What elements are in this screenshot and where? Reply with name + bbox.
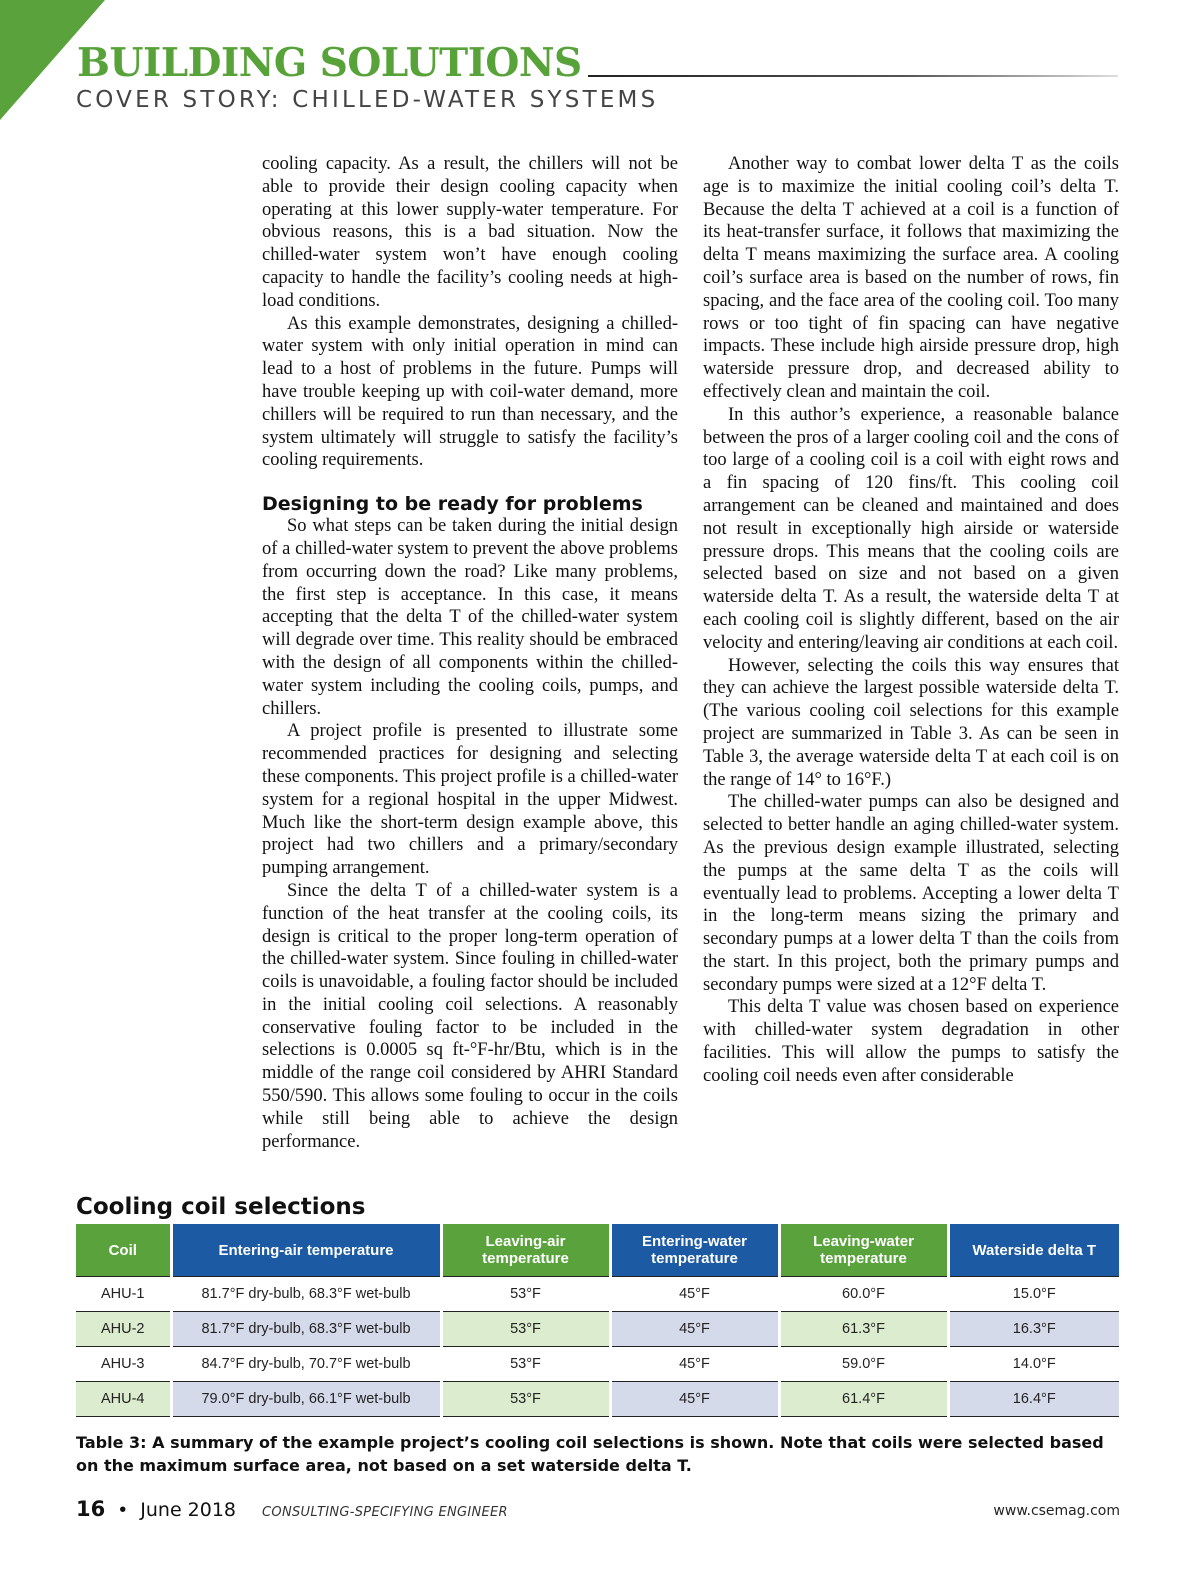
issue-date: June 2018 bbox=[140, 1499, 237, 1521]
table-cell: AHU-3 bbox=[76, 1347, 171, 1382]
paragraph: The chilled-water pumps can also be designed and selected to better handle an aging chilled-water system. As the previous design example illustrated, selecting the pumps at the same delta T as the coils will eventually lead to problems. Accepting a lower delta T in the long-term means sizing the primary and secondary pumps at a lower delta T than the coils from the start. In this project, both the primary pumps and secondary pumps were sized at a 12°F delta T. bbox=[703, 792, 1119, 995]
paragraph: Since the delta T of a chilled-water system is a function of the heat transfer at the cooling coils, its design is critical to the proper long-term operation of the chilled-water system. Since fouling in chilled-water coils is unavoidable, a fouling factor should be included in the initial cooling coil selections. A reasonably conservative fouling factor to be included in the selections is 0.0005 sq ft-°F-hr/Btu, which is in the middle of the range coil considered by AHRI Standard 550/590. This allows some fouling to occur in the coils while still being able to achieve the design performance. bbox=[262, 880, 678, 1152]
header-cell: Leaving-air temperature bbox=[441, 1224, 610, 1277]
paragraph: In this author’s experience, a reasonable balance between the pros of a larger cooling coil and the cons of too large of a cooling coil is a coil with eight rows and a fin spacing of 120 fins/ft. This cooling coil arrangement can be cleaned and maintained and does not result in exceptionally high airside or waterside pressure drops. This means that the cooling coils are selected based on size and not based on a given waterside delta T. As a result, the waterside delta T at each cooling coil is slightly different, based on the air velocity and entering/leaving air conditions at each coil. bbox=[703, 404, 1119, 653]
table-cell: 61.4°F bbox=[779, 1382, 948, 1417]
table-cell: 53°F bbox=[441, 1277, 610, 1312]
table-header-row bbox=[76, 1224, 1119, 1277]
table-cell: 79.0°F dry-bulb, 66.1°F wet-bulb bbox=[171, 1382, 441, 1417]
paragraph: As this example demonstrates, designing a chilled-water system with only initial operation in mind can lead to a host of problems in the future. Pumps will have trouble keeping up with coil-water demand, more chillers will be required to run than necessary, and the system ultimately will struggle to satisfy the facility’s cooling requirements. bbox=[262, 313, 678, 471]
header-cell: Entering-air temperature bbox=[171, 1224, 441, 1277]
section-heading: Designing to be ready for problems bbox=[262, 493, 643, 516]
header-cell: Leaving-water temperature bbox=[779, 1224, 948, 1277]
table-row bbox=[76, 1347, 1119, 1382]
article-column-1 bbox=[262, 153, 678, 1153]
table-cell: 16.3°F bbox=[948, 1312, 1119, 1347]
table-cell: AHU-2 bbox=[76, 1312, 171, 1347]
table-title: Cooling coil selections bbox=[76, 1194, 366, 1220]
paragraph: So what steps can be taken during the initial design of a chilled-water system to prevent the above problems from occurring down the road? Like many problems, the first step is acceptance. In this case, it means accepting that the delta T of the chilled-water system will degrade over time. This reality should be embraced with the design of all components within the chilled-water system including the cooling coils, pumps, and chillers. bbox=[262, 516, 678, 719]
table-cell: 59.0°F bbox=[779, 1347, 948, 1382]
section-subtitle: COVER STORY: CHILLED-WATER SYSTEMS bbox=[76, 87, 659, 113]
paragraph: cooling capacity. As a result, the chillers will not be able to provide their design cooling capacity when operating at this lower supply-water temperature. For obvious reasons, this is a bad situation. Now the chilled-water system won’t have enough cooling capacity to handle the facility’s cooling needs at high-load conditions. bbox=[262, 154, 678, 311]
website-link[interactable]: www.csemag.com bbox=[993, 1503, 1120, 1519]
table-cell: 81.7°F dry-bulb, 68.3°F wet-bulb bbox=[171, 1277, 441, 1312]
paragraph: A project profile is presented to illustrate some recommended practices for designing and selecting these components. This project profile is a chilled-water system for a regional hospital in the upper Midwest. Much like the short-term design example above, this project had two chillers and a primary/secondary pumping arrangement. bbox=[262, 721, 678, 879]
table-caption: Table 3: A summary of the example project’s cooling coil selections is shown. Note that coils were selected based on the maximum surface area, not based on a set waterside delta T. bbox=[76, 1433, 1104, 1475]
article-column-2 bbox=[703, 153, 1119, 1088]
table-row bbox=[76, 1277, 1119, 1312]
table-cell: 53°F bbox=[441, 1312, 610, 1347]
table-cell: 45°F bbox=[610, 1347, 779, 1382]
table-cell: 60.0°F bbox=[779, 1277, 948, 1312]
cooling-coil-table bbox=[76, 1224, 1119, 1417]
page-footer bbox=[76, 1497, 508, 1522]
paragraph: However, selecting the coils this way ensures that they can achieve the largest possible waterside delta T. (The various cooling coil selections for this example project are summarized in Table 3. As can be seen in Table 3, the average waterside delta T at each coil is on the range of 14° to 16°F.) bbox=[703, 655, 1119, 790]
table-cell: AHU-1 bbox=[76, 1277, 171, 1312]
page-number: 16 bbox=[76, 1497, 106, 1521]
header-cell: Coil bbox=[76, 1224, 171, 1277]
table-cell: 15.0°F bbox=[948, 1277, 1119, 1312]
header-cell: Waterside delta T bbox=[948, 1224, 1119, 1277]
table-cell: 45°F bbox=[610, 1277, 779, 1312]
table-cell: 81.7°F dry-bulb, 68.3°F wet-bulb bbox=[171, 1312, 441, 1347]
table-cell: 53°F bbox=[441, 1382, 610, 1417]
paragraph: Another way to combat lower delta T as the coils age is to maximize the initial cooling coil’s delta T. Because the delta T achieved at a coil is a function of its heat-transfer surface, it follows that maximizing the delta T means maximizing the surface area. A cooling coil’s surface area is based on the number of rows, fin spacing, and the face area of the cooling coil. Too many rows or too tight of fin spacing can have negative impacts. These include high airside pressure drop, high waterside pressure drop, and decreased ability to effectively clean and maintain the coil. bbox=[703, 154, 1119, 402]
header-cell: Entering-water temperature bbox=[610, 1224, 779, 1277]
table-cell: 84.7°F dry-bulb, 70.7°F wet-bulb bbox=[171, 1347, 441, 1382]
footer-bullet: • bbox=[119, 1499, 127, 1521]
paragraph: This delta T value was chosen based on experience with chilled-water system degradation in other facilities. This will allow the pumps to satisfy the cooling coil needs even after considerable bbox=[703, 997, 1119, 1086]
table-cell: 45°F bbox=[610, 1382, 779, 1417]
table-cell: 16.4°F bbox=[948, 1382, 1119, 1417]
header-rule bbox=[588, 75, 1118, 77]
table-cell: 14.0°F bbox=[948, 1347, 1119, 1382]
table-cell: AHU-4 bbox=[76, 1382, 171, 1417]
magazine-name: CONSULTING-SPECIFYING ENGINEER bbox=[262, 1505, 508, 1520]
table-cell: 53°F bbox=[441, 1347, 610, 1382]
table-cell: 45°F bbox=[610, 1312, 779, 1347]
table-row bbox=[76, 1382, 1119, 1417]
section-brand: BUILDING SOLUTIONS bbox=[77, 40, 582, 86]
table-row bbox=[76, 1312, 1119, 1347]
table-cell: 61.3°F bbox=[779, 1312, 948, 1347]
